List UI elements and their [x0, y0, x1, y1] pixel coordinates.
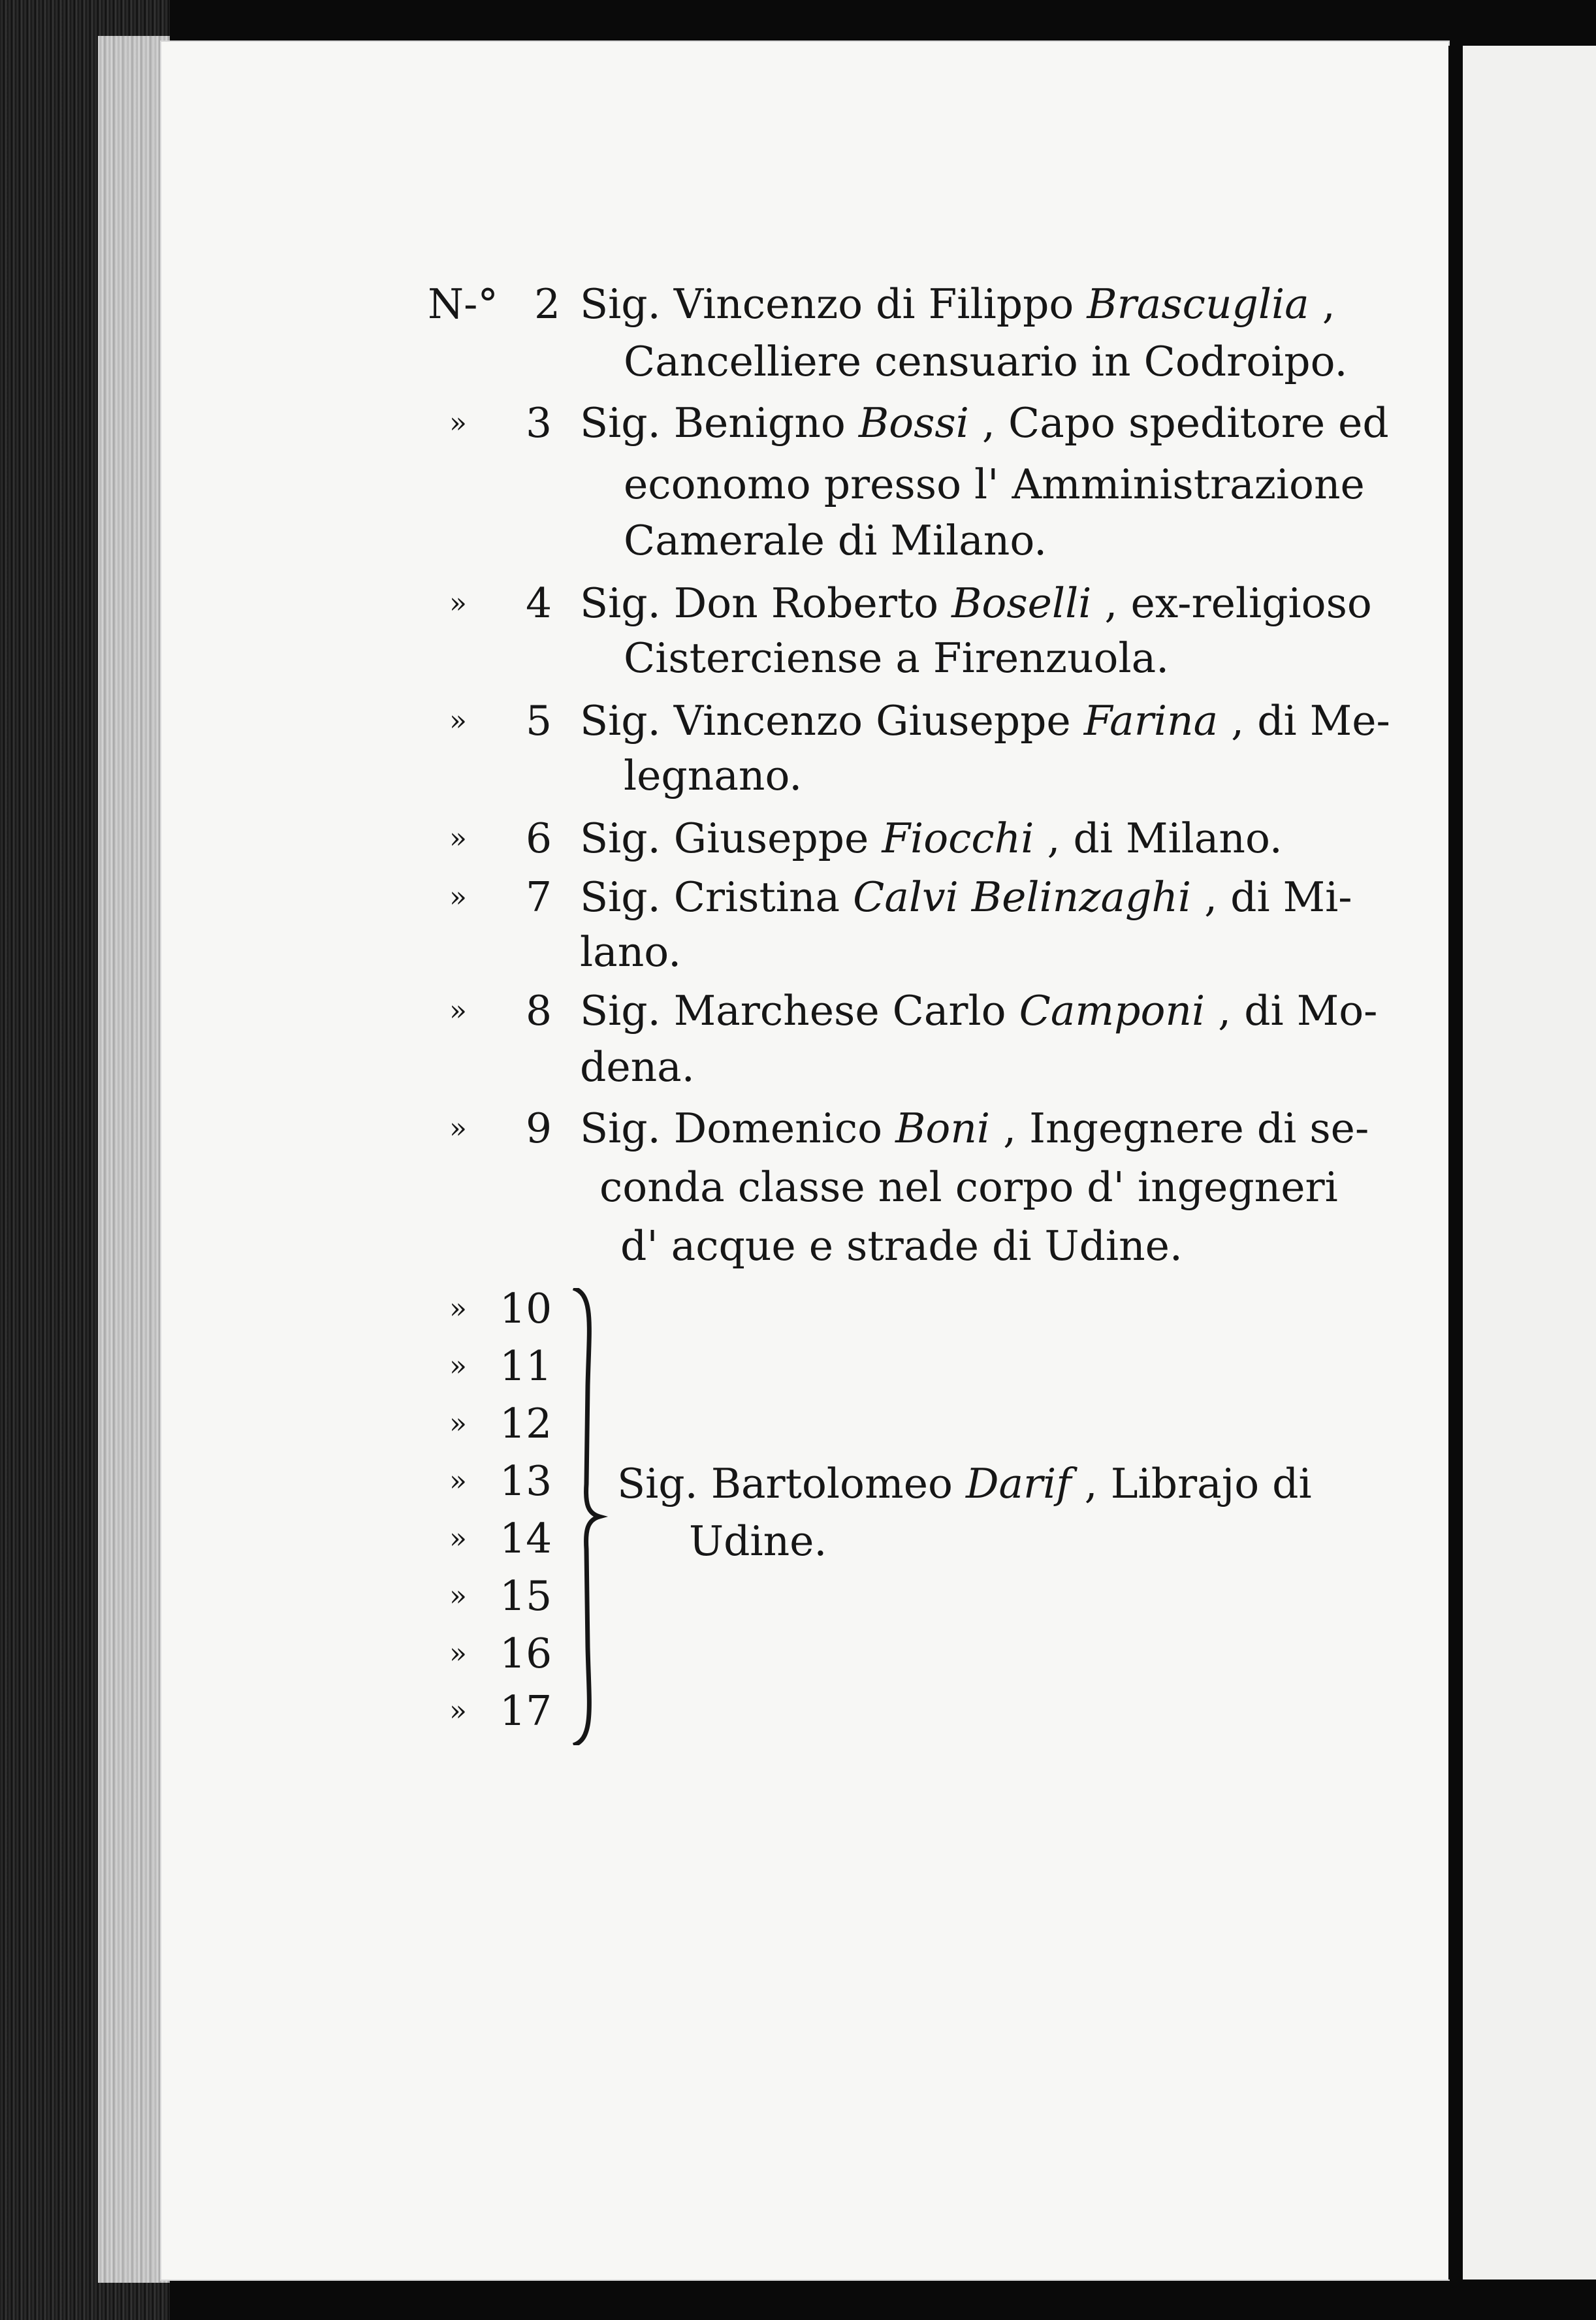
entry-line: Sig. Marchese Carlo Camponi , di Mo- [580, 987, 1378, 1035]
ditto-mark: » [449, 822, 467, 855]
entry-line: legnano. [624, 752, 803, 799]
entry-number: 5 [526, 697, 552, 745]
person-surname: Boni [895, 1104, 991, 1152]
entry-line: Sig. Domenico Boni , Ingegnere di se- [580, 1104, 1369, 1152]
ditto-mark: » [449, 704, 467, 737]
ditto-mark: » [449, 1407, 467, 1440]
facing-page-edge [1463, 46, 1596, 2280]
person-surname: Calvi Belinzaghi [853, 873, 1192, 921]
entry-line: Cancelliere censuario in Codroipo. [624, 338, 1348, 385]
group-number: 17 [500, 1687, 552, 1735]
ditto-mark: » [449, 406, 467, 440]
ditto-mark: » [449, 1464, 467, 1498]
ditto-mark: » [449, 1522, 467, 1555]
group-entry-line: Udine. [689, 1517, 827, 1565]
entry-line: d' acque e strade di Udine. [620, 1222, 1183, 1270]
group-number: 16 [500, 1630, 552, 1677]
group-number: 14 [500, 1515, 552, 1562]
entry-number: 4 [526, 579, 552, 627]
entry-line: Sig. Vincenzo di Filippo Brascuglia , [580, 280, 1335, 328]
ditto-mark: » [449, 1292, 467, 1325]
group-number: 13 [500, 1457, 552, 1505]
entry-line: Camerale di Milano. [624, 517, 1047, 564]
entry-line: dena. [580, 1043, 695, 1091]
person-surname: Boselli [951, 579, 1092, 627]
entry-line: Sig. Cristina Calvi Belinzaghi , di Mi- [580, 873, 1352, 921]
entry-line: Sig. Benigno Bossi , Capo speditore ed [580, 399, 1389, 447]
person-surname: Brascuglia [1087, 280, 1309, 328]
entry-line: Cisterciense a Firenzuola. [624, 634, 1170, 682]
ditto-mark: » [449, 1694, 467, 1728]
entry-number: 2 [534, 280, 561, 328]
ditto-mark: » [449, 1637, 467, 1670]
person-surname: Bossi [858, 399, 969, 447]
group-entry-line: Sig. Bartolomeo Darif , Librajo di [617, 1460, 1312, 1507]
group-number: 11 [500, 1342, 552, 1390]
page-gutter [1448, 46, 1464, 2280]
entry-header-label: N-° [428, 280, 498, 328]
entry-number: 6 [526, 814, 552, 862]
ditto-mark: » [449, 1579, 467, 1613]
entry-number: 9 [526, 1104, 552, 1152]
person-surname: Camponi [1019, 987, 1205, 1035]
entry-line: Sig. Vincenzo Giuseppe Farina , di Me- [580, 697, 1390, 745]
person-surname: Fiocchi [882, 814, 1034, 862]
entry-number: 7 [526, 873, 552, 921]
ditto-mark: » [449, 880, 467, 914]
entry-line: lano. [580, 928, 682, 976]
entry-number: 8 [526, 987, 552, 1035]
page-stack [98, 36, 170, 2283]
person-surname: Darif [965, 1460, 1072, 1507]
entry-line: economo presso l' Amministrazione [624, 460, 1365, 508]
ditto-mark: » [449, 994, 467, 1027]
person-surname: Farina [1083, 697, 1219, 745]
group-number: 15 [500, 1572, 552, 1620]
entry-line: Sig. Don Roberto Boselli , ex-religioso [580, 579, 1372, 627]
entry-line: Sig. Giuseppe Fiocchi , di Milano. [580, 814, 1283, 862]
group-number: 10 [500, 1285, 552, 1332]
ditto-mark: » [449, 1112, 467, 1145]
entry-line: conda classe nel corpo d' ingegneri [599, 1163, 1338, 1211]
curly-brace-icon [568, 1288, 614, 1745]
group-number: 12 [500, 1400, 552, 1447]
ditto-mark: » [449, 1349, 467, 1383]
ditto-mark: » [449, 587, 467, 620]
entry-number: 3 [526, 399, 552, 447]
